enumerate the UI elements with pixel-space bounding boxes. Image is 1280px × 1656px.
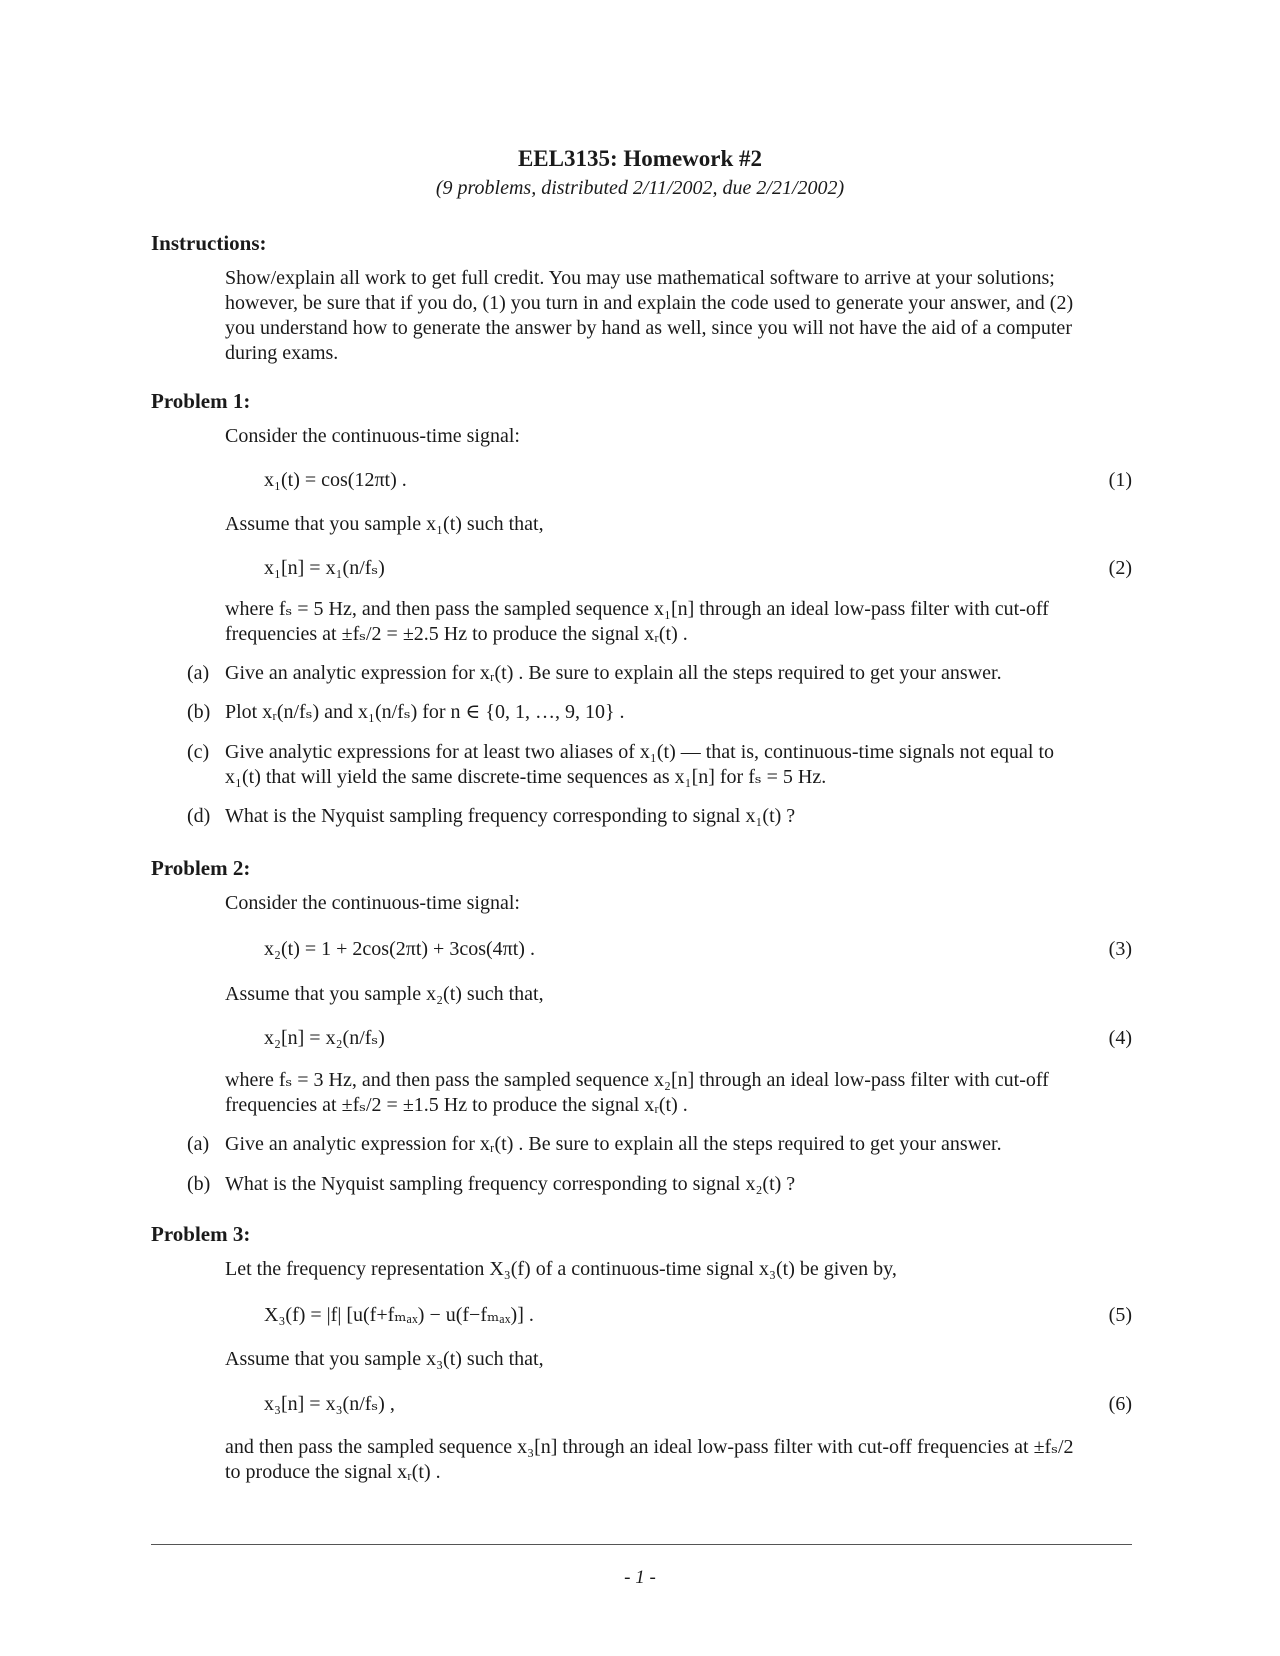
item-text: Give an analytic expression for xᵣ(t) . Be sure to explain all the steps required to get your answer. xyxy=(225,662,1002,684)
equation-6-number: (6) xyxy=(1108,1393,1132,1415)
item-text: Give an analytic expression for xᵣ(t) . Be sure to explain all the steps required to get your answer. xyxy=(225,1133,1002,1155)
page-title: EEL3135: Homework #2 xyxy=(517,146,763,171)
equation-4: x₂[n] = x₂(n/fₛ) xyxy=(264,1027,385,1049)
instructions-heading: Instructions: xyxy=(151,231,267,255)
footer-divider xyxy=(151,1544,1132,1545)
problem-1-intro: Consider the continuous-time signal: xyxy=(225,425,520,447)
equation-1: x₁(t) = cos(12πt) . xyxy=(264,469,407,491)
problem-2-where-line-1: where fₛ = 3 Hz, and then pass the sampled sequence x₂[n] through an ideal low-pass filter with cut-off xyxy=(225,1069,1049,1091)
problem-2-where-line-2: frequencies at ±fₛ/2 = ±1.5 Hz to produce the signal xᵣ(t) . xyxy=(225,1094,688,1116)
item-label: (d) xyxy=(187,805,211,827)
item-text: What is the Nyquist sampling frequency corresponding to signal x₁(t) ? xyxy=(225,805,796,827)
problem-2-intro: Consider the continuous-time signal: xyxy=(225,892,520,914)
problem-2-item-b xyxy=(187,1172,1127,1197)
equation-5: X₃(f) = |f| [u(f+fₘₐₓ) − u(f−fₘₐₓ)] . xyxy=(264,1304,534,1326)
equation-2-number: (2) xyxy=(1108,557,1132,579)
item-text: Plot xᵣ(n/fₛ) and x₁(n/fₛ) for n ∈ {0, 1, …, 9, 10} . xyxy=(225,701,625,723)
equation-3-number: (3) xyxy=(1108,938,1132,960)
instructions-line-1: Show/explain all work to get full credit. You may use mathematical software to arrive at your solutions; xyxy=(225,267,1055,289)
problem-3-then-line-1: and then pass the sampled sequence x₃[n] through an ideal low-pass filter with cut-off frequencies at ±fₛ/2 xyxy=(225,1436,1074,1458)
item-text: What is the Nyquist sampling frequency corresponding to signal x₂(t) ? xyxy=(225,1173,796,1195)
equation-2: x₁[n] = x₁(n/fₛ) xyxy=(264,557,385,579)
equation-1-number: (1) xyxy=(1108,469,1132,491)
problem-1-item-a xyxy=(187,661,1127,686)
page-number: - 1 - xyxy=(624,1567,656,1588)
problem-1-item-c xyxy=(187,740,1127,790)
page-subtitle: (9 problems, distributed 2/11/2002, due 2/21/2002) xyxy=(435,177,845,199)
problem-1-sample-text: Assume that you sample x₁(t) such that, xyxy=(225,513,544,535)
problem-1-item-d xyxy=(187,804,1127,829)
item-label: (b) xyxy=(187,1173,211,1195)
instructions-line-4: during exams. xyxy=(225,342,339,364)
problem-3-heading: Problem 3: xyxy=(151,1222,251,1246)
problem-1-item-b xyxy=(187,700,1127,725)
instructions-line-3: you understand how to generate the answer by hand as well, since you will not have the aid of a computer xyxy=(225,317,1072,339)
problem-1-heading: Problem 1: xyxy=(151,389,251,413)
item-text-line-2: x₁(t) that will yield the same discrete-time sequences as x₁[n] for fₛ = 5 Hz. xyxy=(225,766,827,788)
item-text-line-1: Give analytic expressions for at least two aliases of x₁(t) — that is, continuous-time signals not equal to xyxy=(225,741,1055,763)
problem-3-intro: Let the frequency representation X₃(f) of a continuous-time signal x₃(t) be given by, xyxy=(225,1258,897,1280)
item-label: (a) xyxy=(187,1133,210,1155)
equation-4-number: (4) xyxy=(1108,1027,1132,1049)
item-label: (a) xyxy=(187,662,210,684)
problem-2-heading: Problem 2: xyxy=(151,856,251,880)
problem-1-where-line-1: where fₛ = 5 Hz, and then pass the sampled sequence x₁[n] through an ideal low-pass filter with cut-off xyxy=(225,598,1049,620)
problem-2-item-a xyxy=(187,1132,1127,1157)
item-text xyxy=(225,740,1127,790)
item-label: (b) xyxy=(187,701,211,723)
problem-3-sample-text: Assume that you sample x₃(t) such that, xyxy=(225,1348,544,1370)
problem-3-then-line-2: to produce the signal xᵣ(t) . xyxy=(225,1461,441,1483)
item-label: (c) xyxy=(187,741,210,763)
problem-2-sample-text: Assume that you sample x₂(t) such that, xyxy=(225,983,544,1005)
instructions-line-2: however, be sure that if you do, (1) you turn in and explain the code used to generate your answer, and (2) xyxy=(225,292,1074,314)
equation-3: x₂(t) = 1 + 2cos(2πt) + 3cos(4πt) . xyxy=(264,938,535,960)
equation-6: x₃[n] = x₃(n/fₛ) , xyxy=(264,1393,395,1415)
problem-1-where-line-2: frequencies at ±fₛ/2 = ±2.5 Hz to produce the signal xᵣ(t) . xyxy=(225,623,688,645)
equation-5-number: (5) xyxy=(1108,1304,1132,1326)
